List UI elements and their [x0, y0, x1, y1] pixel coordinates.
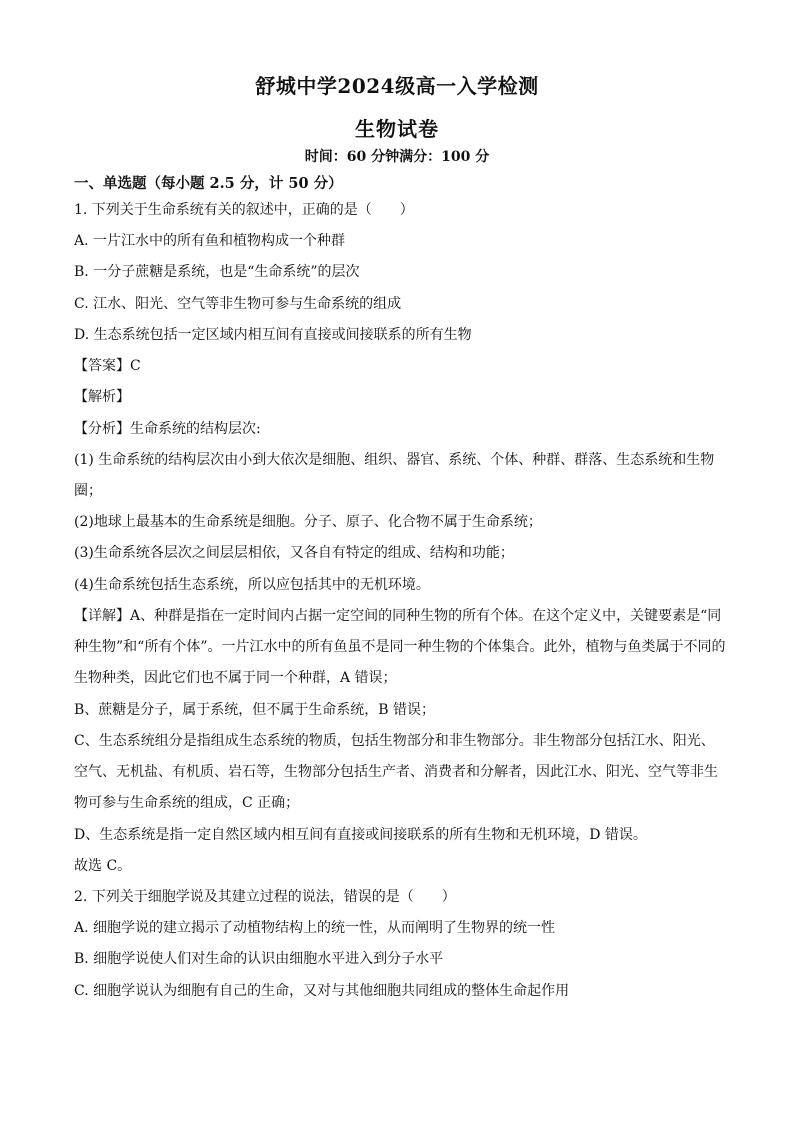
analysis-heading: 【分析】生命系统的结构层次: [74, 421, 261, 437]
option-2a: A. 细胞学说的建立揭示了动植物结构上的统一性，从而阐明了生物界的统一性 [74, 920, 556, 936]
option-1a: A. 一片江水中的所有鱼和植物构成一个种群 [74, 233, 346, 249]
option-1d: D. 生态系统包括一定区域内相互间有直接或间接联系的所有生物 [74, 327, 472, 343]
analysis-point-2: (2)地球上最基本的生命系统是细胞。分子、原子、化合物不属于生命系统； [74, 514, 542, 530]
detail-c-line-3: 物可参与生命系统的组成，C 正确； [74, 795, 300, 811]
option-1b: B. 一分子蔗糖是系统，也是“生命系统”的层次 [74, 264, 360, 280]
option-2c: C. 细胞学说认为细胞有自己的生命，又对与其他细胞共同组成的整体生命起作用 [74, 983, 570, 999]
exam-subtitle: 生物试卷 [355, 117, 439, 141]
option-1c: C. 江水、阳光、空气等非生物可参与生命系统的组成 [74, 296, 402, 312]
analysis-label: 【解析】 [74, 389, 130, 405]
final-choice: 故选 C。 [74, 858, 132, 874]
option-2b: B. 细胞学说使人们对生命的认识由细胞水平进入到分子水平 [74, 951, 444, 967]
question-2-stem: 2. 下列关于细胞学说及其建立过程的说法，错误的是（ ） [74, 889, 456, 905]
analysis-point-3: (3)生命系统各层次之间层层相依，又各自有特定的组成、结构和功能； [74, 545, 514, 561]
answer-label: 【答案】C [74, 358, 141, 374]
detail-b: B、蔗糖是分子，属于系统，但不属于生命系统，B 错误； [74, 702, 436, 718]
section-heading: 一、单选题（每小题 2.5 分，计 50 分） [74, 175, 343, 192]
analysis-point-4: (4)生命系统包括生态系统，所以应包括其中的无机环境。 [74, 577, 430, 593]
analysis-point-1: (1) 生命系统的结构层次由小到大依次是细胞、组织、器官、系统、个体、种群、群落、生态系统和生物 [74, 452, 715, 468]
detail-c-line-1: C、生态系统组分是指组成生态系统的物质，包括生物部分和非生物部分。非生物部分包括江水、阳光、 [74, 733, 715, 749]
detail-a-line-3: 生物种类，因此它们也不属于同一个种群，A 错误； [74, 670, 397, 686]
detail-a-line-1: 【详解】A、种群是指在一定时间内占据一定空间的同种生物的所有个体。在这个定义中，关键要素是“同 [74, 608, 722, 624]
exam-title: 舒城中学2024级高一入学检测 [255, 74, 539, 98]
analysis-point-1-cont: 圈； [74, 483, 102, 499]
detail-d: D、生态系统是指一定自然区域内相互间有直接或间接联系的所有生物和无机环境，D 错误。 [74, 827, 647, 843]
question-1-stem: 1. 下列关于生命系统有关的叙述中，正确的是（ ） [74, 202, 414, 218]
detail-a-line-2: 种生物”和“所有个体”。一片江水中的所有鱼虽不是同一种生物的个体集合。此外，植物与鱼类属于不同的 [74, 639, 726, 655]
exam-meta: 时间：60 分钟满分：100 分 [304, 149, 490, 165]
detail-c-line-2: 空气、无机盐、有机质、岩石等，生物部分包括生产者、消费者和分解者，因此江水、阳光、空气等非生 [74, 764, 718, 780]
